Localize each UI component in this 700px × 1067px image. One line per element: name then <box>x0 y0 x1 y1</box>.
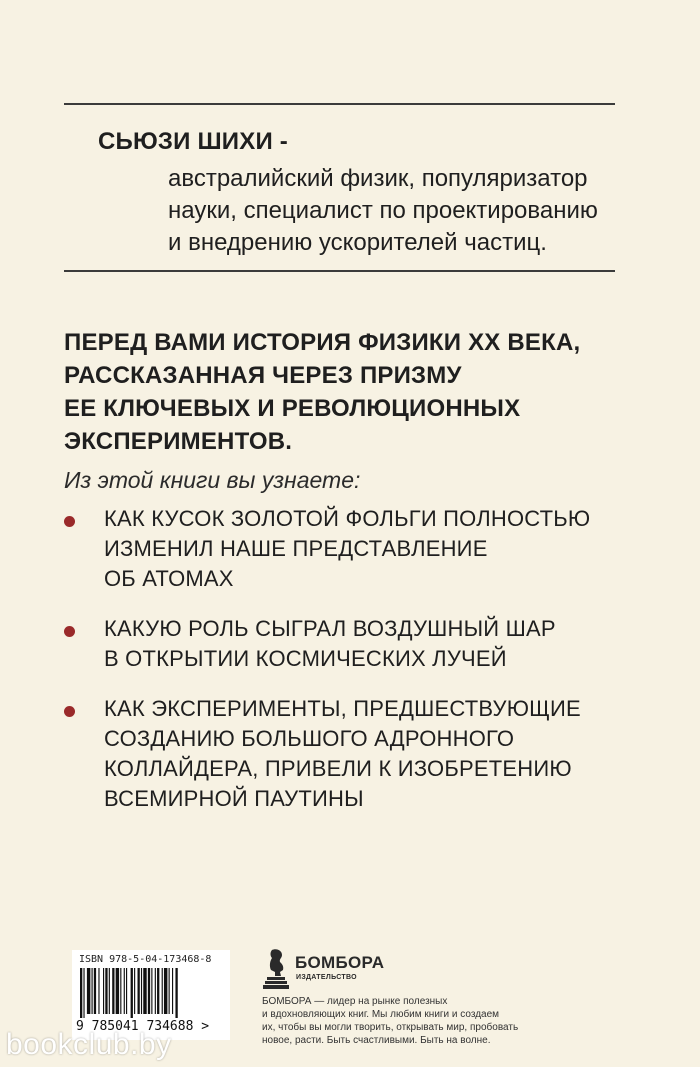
bullet-line: КОЛЛАЙДЕРА, ПРИВЕЛИ К ИЗОБРЕТЕНИЮ <box>104 756 572 781</box>
publisher-blurb-line: БОМБОРА — лидер на рынке полезных <box>262 996 448 1007</box>
bullet-line: КАКУЮ РОЛЬ СЫГРАЛ ВОЗДУШНЫЙ ШАР <box>104 616 556 641</box>
publisher-subtitle: ИЗДАТЕЛЬСТВО <box>296 974 357 981</box>
author-bio-line: австралийский физик, популяризатор <box>168 165 588 192</box>
bullet-line: ОБ АТОМАХ <box>104 566 234 591</box>
publisher-name: БОМБОРА <box>295 953 385 972</box>
lead-line: ПЕРЕД ВАМИ ИСТОРИЯ ФИЗИКИ XX ВЕКА, <box>64 329 581 356</box>
bullet-item <box>64 504 664 594</box>
author-bio-line: и внедрению ускорителей частиц. <box>168 229 547 256</box>
lead-line: ЕЕ КЛЮЧЕВЫХ И РЕВОЛЮЦИОННЫХ <box>64 395 521 422</box>
publisher-blurb-line: их, чтобы вы могли творить, открывать мир, пробовать <box>262 1022 519 1033</box>
barcode-block <box>72 950 230 1040</box>
bullet-line: ИЗМЕНИЛ НАШЕ ПРЕДСТАВЛЕНИЕ <box>104 536 488 561</box>
publisher-blurb <box>262 995 562 1047</box>
lead-paragraph <box>64 326 664 458</box>
lead-line: ЭКСПЕРИМЕНТОВ. <box>64 428 293 455</box>
bullet-dot-icon <box>64 516 75 527</box>
author-bio-line: науки, специалист по проектированию <box>168 197 598 224</box>
barcode-digits: 9 785041 734688 > <box>76 1019 210 1034</box>
bullet-line: ВСЕМИРНОЙ ПАУТИНЫ <box>104 786 364 811</box>
isbn-text: ISBN 978-5-04-173468-8 <box>79 954 212 965</box>
intro-text: Из этой книги вы узнаете: <box>64 467 361 493</box>
bullet-dot-icon <box>64 706 75 717</box>
watermark-text: bookclub.by <box>6 1028 172 1061</box>
bullet-line: КАК ЭКСПЕРИМЕНТЫ, ПРЕДШЕСТВУЮЩИЕ <box>104 696 581 721</box>
top-divider <box>64 103 615 105</box>
bullet-line: КАК КУСОК ЗОЛОТОЙ ФОЛЬГИ ПОЛНОСТЬЮ <box>104 506 591 531</box>
bullet-item <box>64 614 664 674</box>
middle-divider <box>64 270 615 272</box>
author-bio <box>168 163 598 259</box>
lead-line: РАССКАЗАННАЯ ЧЕРЕЗ ПРИЗМУ <box>64 362 462 389</box>
bombora-horse-logo-icon <box>262 946 290 990</box>
barcode-icon <box>78 968 224 1018</box>
author-name: СЬЮЗИ ШИХИ - <box>98 128 288 155</box>
bullet-list <box>64 504 664 834</box>
bullet-dot-icon <box>64 626 75 637</box>
bullet-line: В ОТКРЫТИИ КОСМИЧЕСКИХ ЛУЧЕЙ <box>104 646 507 671</box>
publisher-blurb-line: новое, расти. Быть счастливыми. Быть на волне. <box>262 1035 491 1046</box>
bullet-item <box>64 694 664 814</box>
publisher-blurb-line: и вдохновляющих книг. Мы любим книги и создаем <box>262 1009 500 1020</box>
bullet-line: СОЗДАНИЮ БОЛЬШОГО АДРОННОГО <box>104 726 515 751</box>
